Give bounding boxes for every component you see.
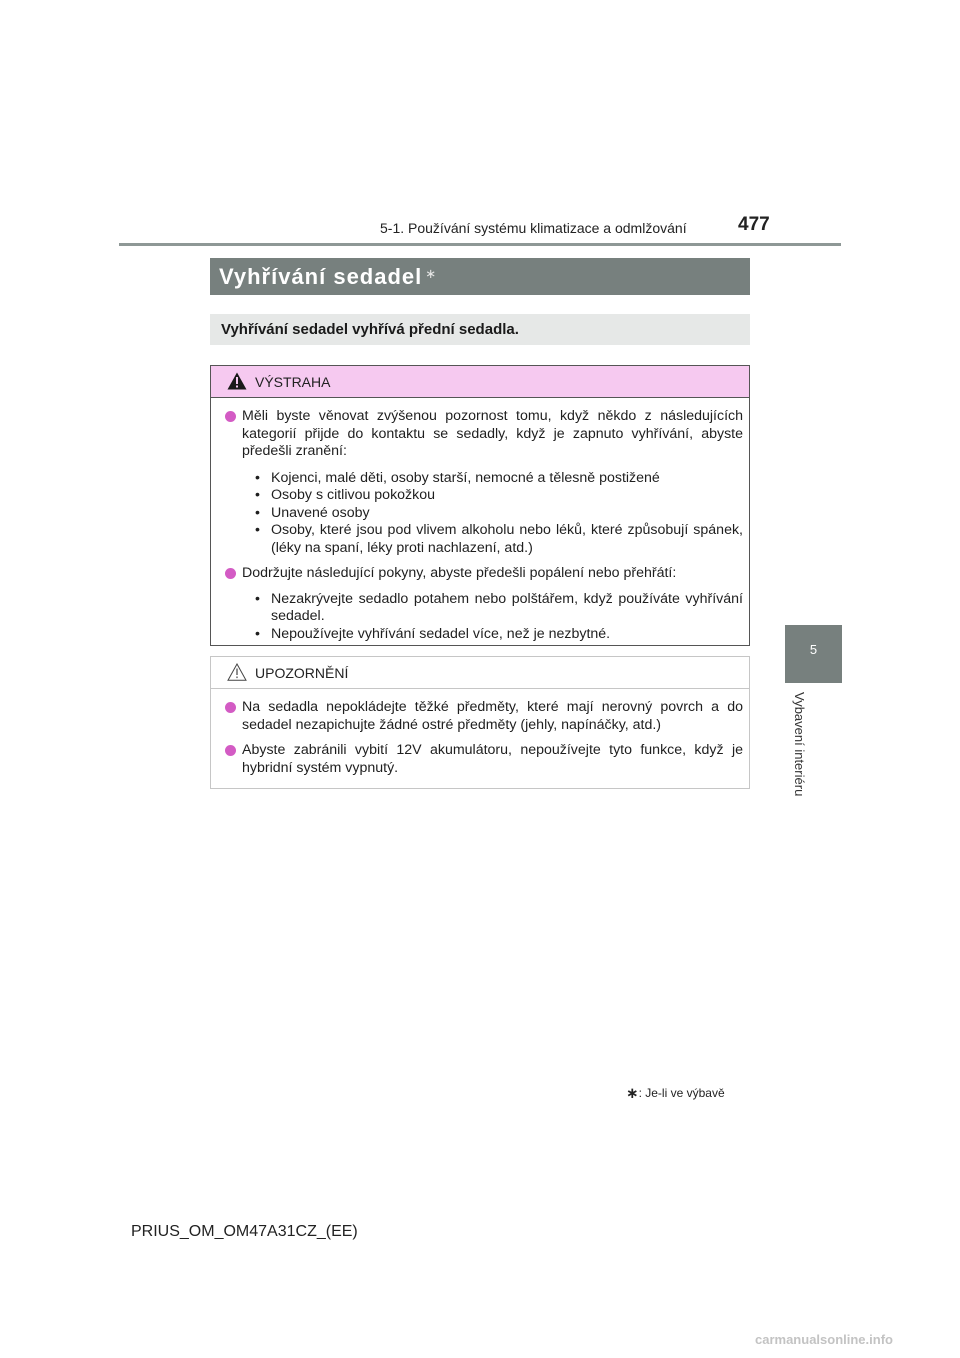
warning-sub-item: • Nepoužívejte vyhřívání sedadel více, než je nezbytné.	[242, 626, 743, 644]
footnote-text: : Je-li ve výbavě	[638, 1086, 725, 1100]
warning-triangle-icon	[227, 372, 247, 390]
caution-label: UPOZORNĚNÍ	[255, 665, 349, 681]
document-code: PRIUS_OM_OM47A31CZ_(EE)	[131, 1223, 358, 1240]
warning-sub-item: • Osoby s citlivou pokožkou	[242, 487, 743, 505]
warning-sub-item: • Unavené osoby	[242, 505, 743, 523]
footnote	[626, 1084, 725, 1102]
page-number: 477	[738, 214, 770, 235]
watermark: carmanualsonline.info	[755, 1332, 893, 1347]
chapter-tab-number: 5	[809, 642, 818, 657]
chapter-side-label: Vybavení interiéru	[792, 692, 807, 797]
optional-equipment-mark: ∗	[425, 265, 437, 281]
warning-item	[225, 565, 743, 643]
warning-sub-item: • Kojenci, malé děti, osoby starší, nemocné a tělesně postižené	[242, 470, 743, 488]
footnote-mark: ∗	[626, 1085, 639, 1102]
caution-item-text: Abyste zabránili vybití 12V akumulátoru, nepoužívejte tyto funkce, když je hybridní systém vypnutý.	[242, 742, 743, 776]
warning-header	[211, 366, 749, 398]
bullet-dot-icon	[225, 745, 236, 756]
chapter-side-tab	[785, 625, 842, 683]
warning-item-text: Měli byste věnovat zvýšenou pozornost tomu, když někdo z následujících kategorií přijde do kontaktu se sedadly, když je zapnuto vyhřívání, abyste předešli zranění:	[242, 408, 743, 459]
chapter-header-title: 5-1. Používání systému klimatizace a odmlžování	[380, 220, 687, 236]
caution-body	[211, 689, 749, 777]
warning-sub-list	[242, 470, 743, 558]
bullet-dot-icon	[225, 411, 236, 422]
caution-box	[210, 656, 750, 789]
warning-sub-list	[242, 591, 743, 644]
bullet-dot-icon	[225, 568, 236, 579]
warning-label: VÝSTRAHA	[255, 374, 331, 390]
header-divider	[119, 243, 841, 246]
section-intro: Vyhřívání sedadel vyhřívá přední sedadla.	[210, 314, 750, 345]
section-title-bar	[210, 258, 750, 295]
caution-header	[211, 657, 749, 689]
caution-item	[225, 699, 743, 734]
warning-sub-item: • Osoby, které jsou pod vlivem alkoholu nebo léků, které způsobují spánek, (léky na spaní, léky proti nachlazení, atd.)	[242, 522, 743, 557]
bullet-dot-icon	[225, 702, 236, 713]
caution-item	[225, 742, 743, 777]
warning-box	[210, 365, 750, 646]
caution-triangle-icon	[227, 663, 247, 681]
section-title: Vyhřívání sedadel	[219, 264, 423, 289]
caution-item-text: Na sedadla nepokládejte těžké předměty, které mají nerovný povrch a do sedadel nezapichujte žádné ostré předměty (jehly, napínáčky, atd.)	[242, 699, 743, 733]
warning-item-text: Dodržujte následující pokyny, abyste předešli popálení nebo přehřátí:	[242, 565, 677, 581]
warning-sub-item: • Nezakrývejte sedadlo potahem nebo polštářem, když používáte vyhřívání sedadel.	[242, 591, 743, 626]
warning-item	[225, 408, 743, 557]
warning-body	[211, 398, 749, 643]
